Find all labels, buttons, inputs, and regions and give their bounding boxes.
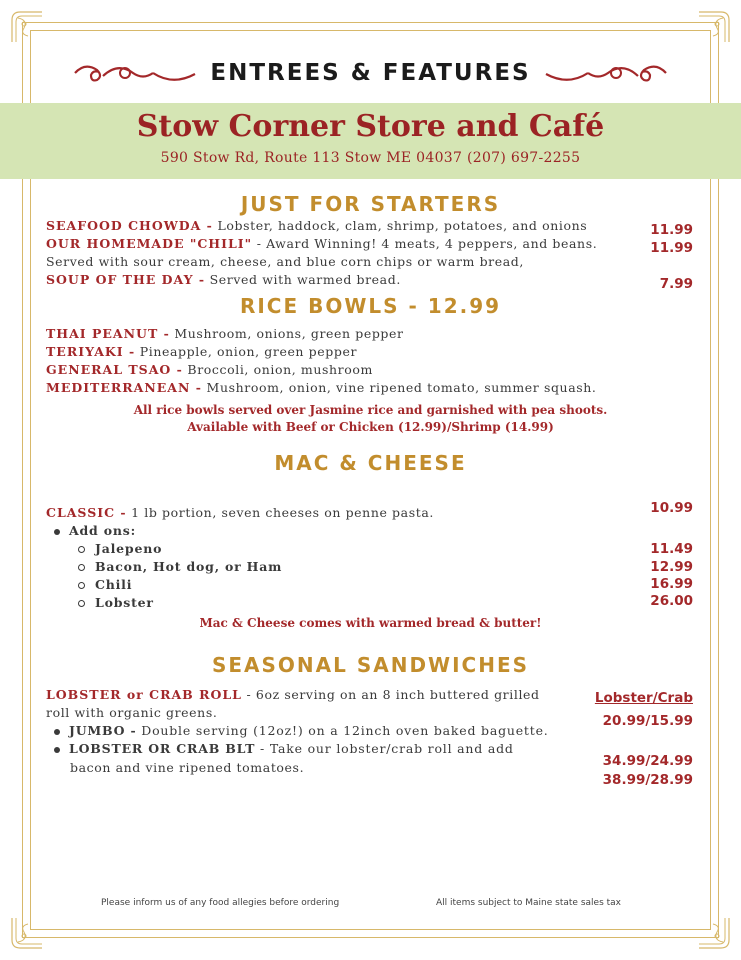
store-name: Stow Corner Store and Café (136, 109, 605, 144)
menu-item-general-tsao (46, 362, 373, 377)
price-addon-lobster: 26.00 (650, 593, 693, 609)
menu-item-soup-of-day (46, 272, 401, 287)
bullet-dot-icon (54, 529, 60, 535)
store-banner (0, 103, 741, 179)
item-desc: Lobster, haddock, clam, shrimp, potatoes, and onions (212, 218, 588, 233)
addon-item (78, 541, 162, 556)
rice-note-2: Available with Beef or Chicken (12.99)/Shrimp (14.99) (187, 420, 554, 434)
item-name: SEAFOOD CHOWDA - (46, 218, 213, 233)
addon-name: Jalepeno (95, 541, 163, 556)
menu-item-chili (46, 236, 597, 251)
store-address: 590 Stow Rd, Route 113 Stow ME 04037 (207) 697-2255 (160, 150, 581, 166)
bullet-circle-icon (78, 564, 85, 571)
item-desc: 1 lb portion, seven cheeses on penne pasta. (126, 505, 434, 520)
menu-header-title: ENTREES & FEATURES (210, 60, 531, 86)
footer-tax-note: All items subject to Maine state sales tax (436, 898, 621, 908)
item-name: THAI PEANUT - (46, 326, 170, 341)
price-addon-jalepeno: 11.49 (650, 541, 693, 557)
corner-ornament-icon (10, 916, 44, 950)
addon-item (78, 577, 132, 592)
addons-label-text: Add ons: (69, 523, 137, 538)
corner-ornament-icon (10, 10, 44, 44)
right-flourish-icon (543, 58, 668, 88)
item-name: TERIYAKI - (46, 344, 136, 359)
section-title-rice-bowls: RICE BOWLS - 12.99 (239, 294, 502, 318)
item-desc-continued: Served with sour cream, cheese, and blue corn chips or warm bread, (46, 254, 524, 269)
item-name: JUMBO - (69, 723, 137, 738)
bullet-circle-icon (78, 600, 85, 607)
addon-name: Lobster (95, 595, 154, 610)
bullet-dot-icon (54, 729, 60, 735)
rice-note-1: All rice bowls served over Jasmine rice and garnished with pea shoots. (133, 403, 608, 417)
price-jumbo: 34.99/24.99 (602, 753, 693, 769)
price-addon-bacon: 12.99 (650, 559, 693, 575)
bullet-circle-icon (78, 546, 85, 553)
item-name: CLASSIC - (46, 505, 127, 520)
item-desc: - Award Winning! 4 meats, 4 peppers, and beans. (252, 236, 598, 251)
item-name: OUR HOMEMADE "CHILI" (46, 236, 253, 251)
bullet-circle-icon (78, 582, 85, 589)
section-title-sandwiches: SEASONAL SANDWICHES (211, 653, 530, 677)
price-crab-blt: 38.99/28.99 (602, 772, 693, 788)
price-classic: 10.99 (650, 500, 693, 516)
price-soup-of-day: 7.99 (659, 276, 693, 292)
bullet-dot-icon (54, 747, 60, 753)
item-desc: Mushroom, onion, vine ripened tomato, summer squash. (201, 380, 597, 395)
price-lobster-roll: 20.99/15.99 (602, 713, 693, 729)
addon-item (78, 595, 154, 610)
item-desc: Broccoli, onion, mushroom (182, 362, 373, 377)
item-desc: Double serving (12oz!) on a 12inch oven baked baguette. (136, 723, 549, 738)
item-name: LOBSTER OR CRAB BLT (69, 741, 256, 756)
corner-ornament-icon (697, 10, 731, 44)
item-desc: - 6oz serving on an 8 inch buttered grilled (241, 687, 540, 702)
section-title-starters: JUST FOR STARTERS (240, 192, 501, 216)
corner-ornament-icon (697, 916, 731, 950)
footer-allergy-note: Please inform us of any food allegies before ordering (101, 898, 340, 908)
item-desc: Mushroom, onions, green pepper (169, 326, 404, 341)
item-desc-continued: roll with organic greens. (46, 705, 218, 720)
addon-name: Chili (95, 577, 133, 592)
menu-item-classic (46, 505, 434, 520)
price-header-lobster-crab: Lobster/Crab (594, 690, 693, 706)
price-seafood-chowda: 11.99 (650, 222, 693, 238)
menu-item-lobster-roll (46, 687, 540, 702)
item-name: GENERAL TSAO - (46, 362, 183, 377)
addon-item (78, 559, 282, 574)
price-addon-chili: 16.99 (650, 576, 693, 592)
item-desc: - Take our lobster/crab roll and add (255, 741, 514, 756)
menu-item-teriyaki (46, 344, 357, 359)
section-title-mac-cheese: MAC & CHEESE (274, 451, 467, 475)
menu-item-seafood-chowda (46, 218, 587, 233)
menu-item-jumbo (54, 723, 549, 738)
item-desc-continued: bacon and vine ripened tomatoes. (70, 760, 305, 775)
addon-name: Bacon, Hot dog, or Ham (95, 559, 283, 574)
menu-item-crab-blt (54, 741, 514, 756)
mac-note: Mac & Cheese comes with warmed bread & butter! (199, 616, 542, 630)
addons-label (54, 523, 136, 538)
item-name: MEDITERRANEAN - (46, 380, 202, 395)
menu-item-mediterranean (46, 380, 597, 395)
item-desc: Served with warmed bread. (205, 272, 401, 287)
item-desc: Pineapple, onion, green pepper (135, 344, 358, 359)
item-name: SOUP OF THE DAY - (46, 272, 206, 287)
item-name: LOBSTER or CRAB ROLL (46, 687, 242, 702)
menu-header (0, 55, 741, 91)
price-chili: 11.99 (650, 240, 693, 256)
menu-item-thai-peanut (46, 326, 404, 341)
left-flourish-icon (73, 58, 198, 88)
